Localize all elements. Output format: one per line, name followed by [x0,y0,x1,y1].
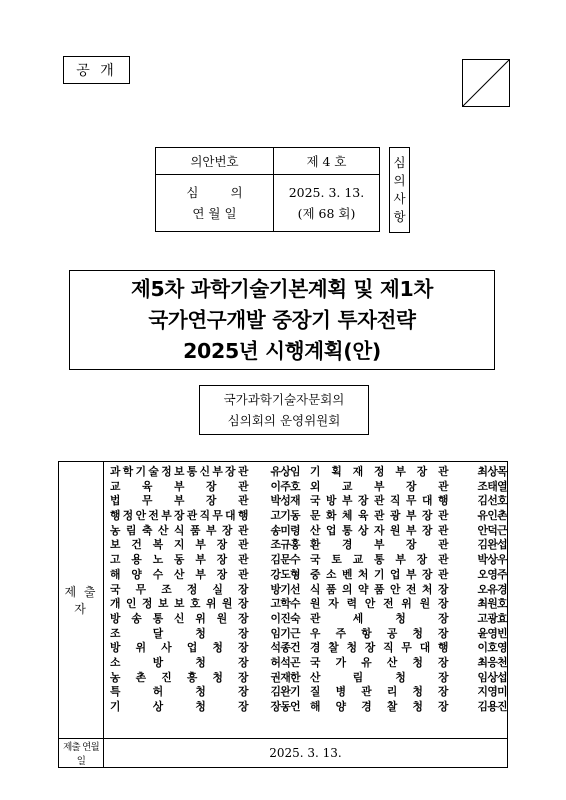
submitter-org: 기 상 청 장 [110,700,248,713]
document-title [69,270,495,370]
review-date-value-line2: (제 68 회) [297,206,356,221]
submitter-row [310,612,507,627]
submitter-row [310,656,507,671]
submitter-row [310,597,507,612]
submitter-name: 김완섭 [477,538,507,552]
review-char: 심 [393,155,406,170]
submitter-row [110,524,300,539]
submitter-org: 교 육 부 장 관 [110,479,248,493]
submitter-name: 고기동 [270,509,300,523]
submitter-row [310,641,507,656]
submit-date-value: 2025. 3. 13. [104,739,508,768]
submitter-row [310,685,507,700]
submitter-name: 고광효 [477,611,507,625]
submitter-row [110,465,300,480]
submitter-row [310,583,507,598]
submitter-name: 안덕근 [477,523,507,537]
title-line-3: 2025년 시행계획(안) [183,338,381,363]
submitter-row [110,538,300,553]
submitter-row [110,553,300,568]
submitter-row [110,700,300,715]
submitter-name: 윤영빈 [477,626,507,640]
submitter-row [310,494,507,509]
submitter-row [310,568,507,583]
submitter-row [110,494,300,509]
submitter-org: 농 림 축 산 식 품 부 장 관 [110,523,248,537]
submitter-name: 송미령 [270,523,300,537]
submitter-org: 원 자 력 안 전 위 원 장 [310,597,448,611]
submitter-row [110,509,300,524]
submitter-row [310,538,507,553]
submitter-row [110,568,300,583]
agenda-number-value: 제 4 호 [273,148,379,175]
submitter-org: 방 위 사 업 청 장 [110,641,248,655]
submitter-name: 지영미 [477,685,507,699]
submitter-name: 박상우 [477,553,507,567]
submitter-row [110,627,300,642]
review-char: 의 [393,173,406,188]
submitter-name: 오영주 [477,567,507,581]
submitter-org: 관 세 청 장 [310,611,448,625]
submitter-row [110,671,300,686]
submitters-label: 제 출 자 [59,462,104,739]
submitter-name: 임기근 [270,626,300,640]
submitter-name: 박성재 [270,494,300,508]
submitter-org: 질 병 관 리 청 장 [310,685,448,699]
submitter-name: 오유경 [477,582,507,596]
submitter-name: 고학수 [270,597,300,611]
title-line-1: 제5차 과학기술기본계획 및 제1차 [131,276,433,301]
submitter-row [110,612,300,627]
submitter-org: 보 건 복 지 부 장 관 [110,538,248,552]
submitter-org: 행 정 안 전 부 장 관 직 무 대 행 [110,509,248,523]
submitter-org: 경 찰 청 장 직 무 대 행 [310,641,448,655]
submitter-org: 산 업 통 상 자 원 부 장 관 [310,523,448,537]
review-char: 항 [393,209,406,224]
submitter-org: 소 방 청 장 [110,655,248,669]
submitter-row [310,509,507,524]
submitter-row [110,685,300,700]
public-badge [63,56,130,84]
submitter-name: 조태열 [477,479,507,493]
submitter-org: 개 인 정 보 보 호 위 원 장 [110,597,248,611]
submitters-right-column [310,465,507,715]
agenda-info-table [155,147,380,232]
submitter-name: 최원호 [477,597,507,611]
submitter-name: 이진숙 [270,611,300,625]
submitter-org: 환 경 부 장 관 [310,538,448,552]
submitter-org: 조 달 청 장 [110,626,248,640]
submitter-name: 임상섭 [477,670,507,684]
submitter-org: 특 허 청 장 [110,685,248,699]
submitters-list [104,462,508,739]
submitter-name: 강도형 [270,567,300,581]
submitter-org: 농 촌 진 흥 청 장 [110,670,248,684]
submitter-name: 권재한 [270,670,300,684]
submitter-row [310,480,507,495]
submitter-org: 기 획 재 정 부 장 관 [310,465,448,478]
submitter-name: 김완기 [270,685,300,699]
review-date-label-line2: 연 월 일 [192,206,237,221]
submitter-org: 해 양 수 산 부 장 관 [110,567,248,581]
submitter-row [310,627,507,642]
submitters-table [58,461,508,768]
submitter-row [110,656,300,671]
submitter-org: 국 방 부 장 관 직 무 대 행 [310,494,448,508]
submitter-name: 허석곤 [270,655,300,669]
submitter-row [110,480,300,495]
submitter-row [110,641,300,656]
submitter-org: 국 가 유 산 청 장 [310,655,448,669]
submitter-row [310,671,507,686]
submitter-org: 고 용 노 동 부 장 관 [110,553,248,567]
committee-line-1: 국가과학기술자문회의 [223,392,345,407]
submitter-name: 조규홍 [270,538,300,552]
submitter-row [110,583,300,598]
submitter-row [310,700,507,715]
submitter-org: 해 양 경 찰 청 장 [310,700,448,713]
title-line-2: 국가연구개발 중장기 투자전략 [148,307,416,332]
submitter-name: 최응천 [477,655,507,669]
committee-line-2: 심의회의 운영위원회 [227,413,341,428]
submitter-name: 방기선 [270,582,300,596]
slash-box [462,59,510,107]
submitter-name: 이주호 [270,479,300,493]
agenda-number-label: 의안번호 [156,148,274,175]
submitter-org: 중 소 벤 처 기 업 부 장 관 [310,567,448,581]
review-matters-box [389,147,410,233]
committee-box [199,385,369,435]
submitter-org: 우 주 항 공 청 장 [310,626,448,640]
submitter-name: 김문수 [270,553,300,567]
submitter-org: 외 교 부 장 관 [310,479,448,493]
submitter-org: 문 화 체 육 관 광 부 장 관 [310,509,448,523]
submitter-org: 방 송 통 신 위 원 장 [110,611,248,625]
review-char: 사 [393,191,406,206]
submitter-org: 산 림 청 장 [310,670,448,684]
review-date-value-line1: 2025. 3. 13. [288,185,365,200]
submitter-row [110,597,300,612]
submitter-name: 김용진 [477,700,507,713]
submit-date-label: 제출 연월일 [59,739,104,768]
submitters-left-column [110,465,300,715]
submitter-org: 법 무 부 장 관 [110,494,248,508]
submitter-name: 장동언 [270,700,300,713]
submitter-org: 식 품 의 약 품 안 전 처 장 [310,582,448,596]
submitter-name: 유상임 [270,465,300,478]
submitter-org: 과 학 기 술 정 보 통 신 부 장 관 [110,465,248,478]
submitter-row [310,524,507,539]
submitter-row [310,553,507,568]
submitter-name: 김선호 [477,494,507,508]
submitter-name: 이호영 [477,641,507,655]
review-date-label [156,175,274,232]
public-badge-text: 공 개 [76,63,117,79]
review-date-label-line1: 심 의 [186,185,257,200]
submitter-org: 국 무 조 정 실 장 [110,582,248,596]
submitter-name: 최상목 [477,465,507,478]
submitter-org: 국 토 교 통 부 장 관 [310,553,448,567]
review-date-value [273,175,379,232]
submitter-name: 유인촌 [477,509,507,523]
submitter-row [310,465,507,480]
submitter-name: 석종건 [270,641,300,655]
